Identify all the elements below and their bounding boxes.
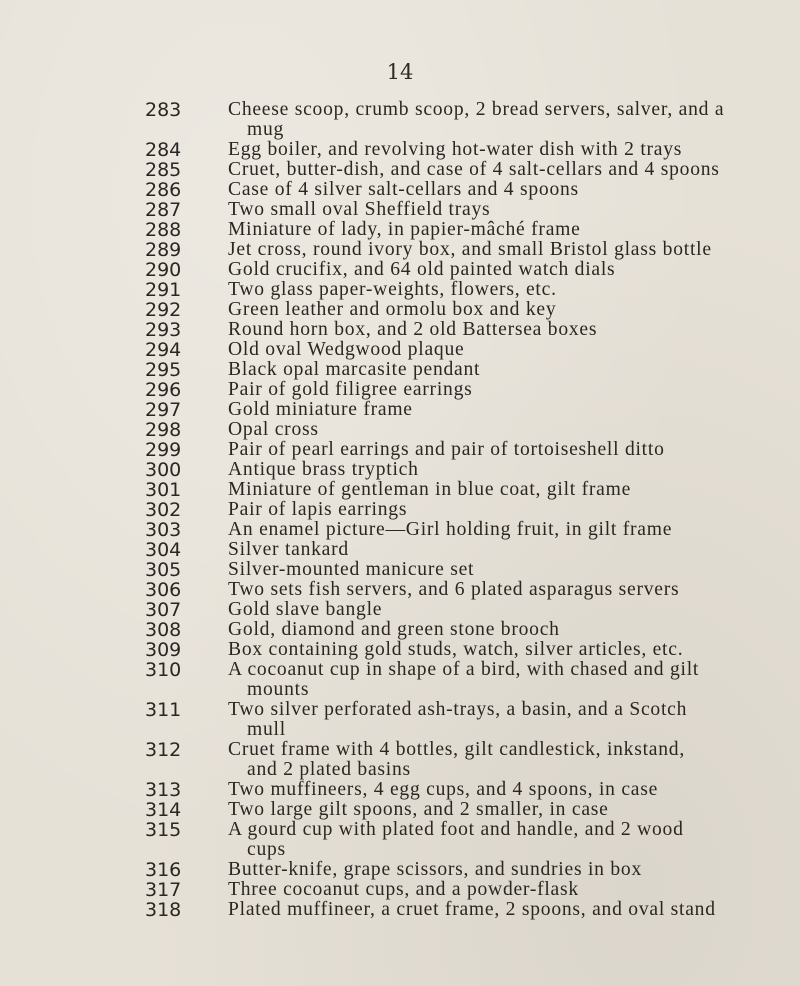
- lot-description: [228, 280, 783, 300]
- lot-number: 312: [145, 739, 182, 761]
- lot-number: 283: [145, 99, 182, 121]
- lot-number: 291: [145, 279, 182, 301]
- lot-description-line: Black opal marcasite pendant: [228, 359, 481, 380]
- lot-description: [228, 420, 783, 440]
- lot-description: [228, 740, 783, 780]
- lot-row: [0, 100, 800, 140]
- lot-description: [228, 400, 783, 420]
- lot-description-line: Box containing gold studs, watch, silver articles, etc.: [228, 639, 684, 660]
- lot-number: 315: [145, 819, 182, 841]
- lot-row: [0, 380, 800, 400]
- lot-description-line: Gold, diamond and green stone brooch: [228, 619, 560, 640]
- lot-number: 305: [145, 559, 182, 581]
- lot-row: [0, 140, 800, 160]
- lot-description-line: Cruet, butter-dish, and case of 4 salt-cellars and 4 spoons: [228, 159, 720, 180]
- lot-number: 292: [145, 299, 182, 321]
- page-number: 14: [386, 60, 414, 84]
- lot-number: 298: [145, 419, 182, 441]
- lot-row: [0, 280, 800, 300]
- lot-row: [0, 240, 800, 260]
- lot-description-line: Plated muffineer, a cruet frame, 2 spoons, and oval stand: [228, 899, 716, 920]
- lot-number: 309: [145, 639, 182, 661]
- lot-row: [0, 640, 800, 660]
- lot-row: [0, 300, 800, 320]
- lot-description: [228, 580, 783, 600]
- lot-number: 311: [145, 699, 182, 721]
- lot-number: 284: [145, 139, 182, 161]
- lot-description: [228, 620, 783, 640]
- lot-description-line: Gold miniature frame: [228, 399, 413, 420]
- lot-description: [228, 200, 783, 220]
- lot-description-line: Miniature of lady, in papier-mâché frame: [228, 219, 581, 240]
- lot-description-line: Two sets fish servers, and 6 plated asparagus servers: [228, 579, 680, 600]
- lot-row: [0, 780, 800, 800]
- lot-description: [228, 860, 783, 880]
- lot-description-line: Cheese scoop, crumb scoop, 2 bread servers, salver, and a: [228, 99, 725, 120]
- lot-description-continuation: mug: [247, 119, 285, 140]
- lot-description-continuation: mounts: [247, 679, 310, 700]
- lot-number: 293: [145, 319, 182, 341]
- lot-number: 295: [145, 359, 182, 381]
- lot-row: [0, 900, 800, 920]
- lot-row: [0, 560, 800, 580]
- lot-description: [228, 340, 783, 360]
- lot-description-line: Gold crucifix, and 64 old painted watch dials: [228, 259, 616, 280]
- lot-description-line: Three cocoanut cups, and a powder-flask: [228, 879, 579, 900]
- lot-row: [0, 200, 800, 220]
- lot-number: 286: [145, 179, 182, 201]
- lot-number: 290: [145, 259, 182, 281]
- lot-number: 300: [145, 459, 182, 481]
- lot-description: [228, 500, 783, 520]
- lot-row: [0, 500, 800, 520]
- lot-description: [228, 480, 783, 500]
- lot-description: [228, 320, 783, 340]
- lot-row: [0, 440, 800, 460]
- lot-description: [228, 640, 783, 660]
- lot-number: 313: [145, 779, 182, 801]
- lot-description: [228, 800, 783, 820]
- lot-number: 317: [145, 879, 182, 901]
- lot-row: [0, 660, 800, 700]
- lot-description-line: Old oval Wedgwood plaque: [228, 339, 465, 360]
- lot-number: 294: [145, 339, 182, 361]
- lot-description: [228, 140, 783, 160]
- lot-row: [0, 460, 800, 480]
- lot-description: [228, 820, 783, 860]
- lot-description-line: Miniature of gentleman in blue coat, gilt frame: [228, 479, 632, 500]
- lot-description: [228, 180, 783, 200]
- lot-description-line: A cocoanut cup in shape of a bird, with chased and gilt: [228, 659, 700, 680]
- lot-description-line: Silver-mounted manicure set: [228, 559, 475, 580]
- lot-description-line: Pair of pearl earrings and pair of tortoiseshell ditto: [228, 439, 665, 460]
- lot-description-line: Cruet frame with 4 bottles, gilt candlestick, inkstand,: [228, 739, 685, 760]
- lot-description-line: Two glass paper-weights, flowers, etc.: [228, 279, 557, 300]
- lot-number: 306: [145, 579, 182, 601]
- lot-number: 314: [145, 799, 182, 821]
- lot-description-line: Butter-knife, grape scissors, and sundries in box: [228, 859, 643, 880]
- lot-number: 299: [145, 439, 182, 461]
- lot-description: [228, 780, 783, 800]
- lot-description-line: Silver tankard: [228, 539, 349, 560]
- lot-description: [228, 460, 783, 480]
- lot-description-line: Round horn box, and 2 old Battersea boxes: [228, 319, 598, 340]
- lot-row: [0, 620, 800, 640]
- lot-description: [228, 440, 783, 460]
- lot-number: 303: [145, 519, 182, 541]
- lot-row: [0, 220, 800, 240]
- lot-description-continuation: cups: [247, 839, 286, 860]
- lot-row: [0, 820, 800, 860]
- lot-row: [0, 740, 800, 780]
- lot-row: [0, 600, 800, 620]
- lot-row: [0, 320, 800, 340]
- lot-description: [228, 600, 783, 620]
- lot-description: [228, 220, 783, 240]
- lot-row: [0, 420, 800, 440]
- lot-number: 308: [145, 619, 182, 641]
- lot-row: [0, 800, 800, 820]
- lot-description: [228, 100, 783, 140]
- lot-description-line: Pair of gold filigree earrings: [228, 379, 473, 400]
- lot-row: [0, 160, 800, 180]
- lot-number: 302: [145, 499, 182, 521]
- lot-row: [0, 400, 800, 420]
- lot-description-line: Antique brass tryptich: [228, 459, 419, 480]
- lot-description: [228, 560, 783, 580]
- lot-row: [0, 340, 800, 360]
- lot-number: 287: [145, 199, 182, 221]
- lot-description-line: Opal cross: [228, 419, 319, 440]
- lot-number: 316: [145, 859, 182, 881]
- lot-row: [0, 880, 800, 900]
- lot-description-line: A gourd cup with plated foot and handle, and 2 wood: [228, 819, 684, 840]
- lot-row: [0, 360, 800, 380]
- lot-number: 310: [145, 659, 182, 681]
- lot-description: [228, 360, 783, 380]
- lot-number: 288: [145, 219, 182, 241]
- lot-number: 318: [145, 899, 182, 921]
- lot-description-continuation: and 2 plated basins: [247, 759, 411, 780]
- lot-description-line: Two small oval Sheffield trays: [228, 199, 491, 220]
- lot-number: 297: [145, 399, 182, 421]
- lot-number: 307: [145, 599, 182, 621]
- lot-description-line: Green leather and ormolu box and key: [228, 299, 557, 320]
- lot-row: [0, 260, 800, 280]
- lot-description: [228, 260, 783, 280]
- lot-description: [228, 540, 783, 560]
- lot-description-line: Two muffineers, 4 egg cups, and 4 spoons, in case: [228, 779, 659, 800]
- lot-description: [228, 900, 783, 920]
- lot-description: [228, 880, 783, 900]
- lot-row: [0, 580, 800, 600]
- lot-row: [0, 480, 800, 500]
- lot-description-line: Jet cross, round ivory box, and small Bristol glass bottle: [228, 239, 712, 260]
- lot-description: [228, 700, 783, 740]
- lot-description-line: Pair of lapis earrings: [228, 499, 408, 520]
- lot-description-line: Case of 4 silver salt-cellars and 4 spoons: [228, 179, 579, 200]
- lot-number: 296: [145, 379, 182, 401]
- lot-list: [0, 100, 800, 920]
- lot-number: 289: [145, 239, 182, 261]
- lot-number: 285: [145, 159, 182, 181]
- lot-number: 301: [145, 479, 182, 501]
- lot-row: [0, 180, 800, 200]
- lot-description: [228, 160, 783, 180]
- lot-number: 304: [145, 539, 182, 561]
- lot-description: [228, 300, 783, 320]
- lot-description: [228, 380, 783, 400]
- lot-description-continuation: mull: [247, 719, 286, 740]
- lot-description: [228, 520, 783, 540]
- lot-description-line: Two large gilt spoons, and 2 smaller, in case: [228, 799, 609, 820]
- lot-description: [228, 660, 783, 700]
- lot-row: [0, 860, 800, 880]
- lot-row: [0, 520, 800, 540]
- lot-description-line: Gold slave bangle: [228, 599, 383, 620]
- lot-row: [0, 540, 800, 560]
- lot-description-line: Two silver perforated ash-trays, a basin, and a Scotch: [228, 699, 688, 720]
- lot-description-line: Egg boiler, and revolving hot-water dish with 2 trays: [228, 139, 683, 160]
- lot-description-line: An enamel picture—Girl holding fruit, in gilt frame: [228, 519, 673, 540]
- lot-row: [0, 700, 800, 740]
- lot-description: [228, 240, 783, 260]
